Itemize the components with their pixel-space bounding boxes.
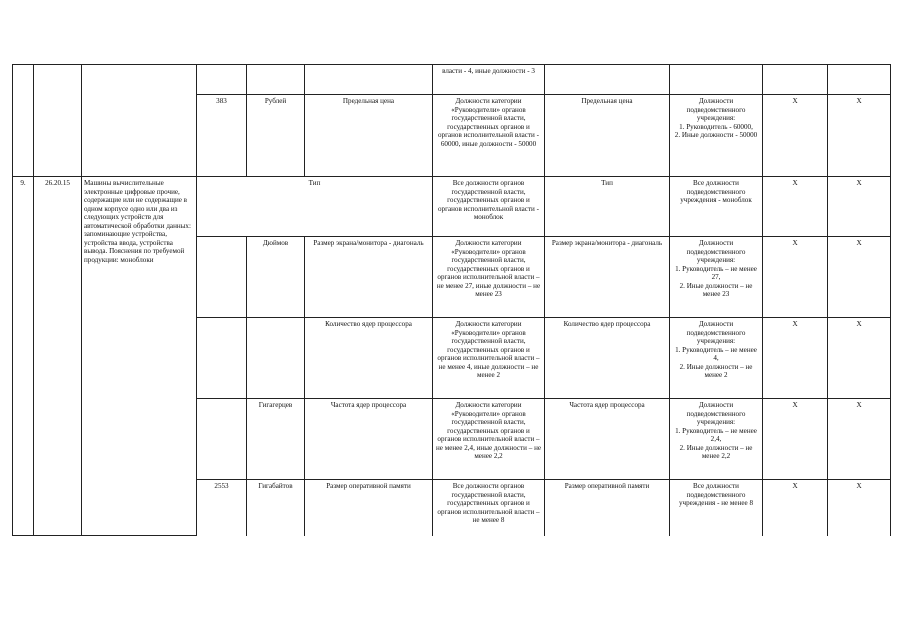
cell-param2 — [545, 65, 670, 95]
cell-param2: Количество ядер процессора — [545, 318, 670, 399]
cell-param2: Размер экрана/монитора - диагональ — [545, 237, 670, 318]
cell-param: Частота ядер процессора — [305, 399, 433, 480]
cell-param: Количество ядер процессора — [305, 318, 433, 399]
cell-x2 — [828, 65, 891, 95]
cell-x1: X — [763, 399, 828, 480]
cell-value2: Все должности подведомственного учреждения - не менее 8 — [670, 480, 763, 536]
cell-x1: X — [763, 480, 828, 536]
cell-code — [197, 237, 247, 318]
cell-unit: Дюймов — [247, 237, 305, 318]
cell-unit: Гигабайтов — [247, 480, 305, 536]
cell-value: Должности категории «Руководители» органов государственной власти, государственных органов и органов исполнительной власти – не менее 2,4, иные должности – не менее 2,2 — [433, 399, 545, 480]
cell-code: 2553 — [197, 480, 247, 536]
cell-param: Размер оперативной памяти — [305, 480, 433, 536]
cell-value: Все должности органов государственной власти, государственных органов и органов исполнительной власти – не менее 8 — [433, 480, 545, 536]
cell-value: Должности категории «Руководители» органов государственной власти, государственных органов и органов исполнительной власти - 60000, иные должности - 50000 — [433, 95, 545, 177]
cell-value2: Должности подведомственного учреждения: 1. Руководитель – не менее 27, 2. Иные должности – не менее 23 — [670, 237, 763, 318]
cell-value2: Все должности подведомственного учреждения - моноблок — [670, 177, 763, 237]
cell-value2: Должности подведомственного учреждения: 1. Руководитель - 60000, 2. Иные должности - 50000 — [670, 95, 763, 177]
cell-okpd — [34, 95, 82, 177]
cell-param2: Частота ядер процессора — [545, 399, 670, 480]
cell-x1 — [763, 65, 828, 95]
cell-param: Предельная цена — [305, 95, 433, 177]
cell-name — [82, 95, 197, 177]
cell-x1: X — [763, 237, 828, 318]
cell-name — [82, 65, 197, 95]
cell-x2: X — [828, 399, 891, 480]
cell-value2 — [670, 65, 763, 95]
cell-x2: X — [828, 480, 891, 536]
table-row — [13, 177, 891, 237]
cell-x2: X — [828, 237, 891, 318]
cell-x1: X — [763, 177, 828, 237]
requirements-table — [12, 64, 891, 536]
cell-param2: Размер оперативной памяти — [545, 480, 670, 536]
cell-code — [197, 65, 247, 95]
cell-name: Машины вычислительные электронные цифровые прочие, содержащие или не содержащие в одном корпусе одно или два из следующих устройств для автоматической обработки данных: запоминающие устройства, устройства ввода, устройства вывода. Пояснения по требуемой продукции: моноблоки — [82, 177, 197, 536]
cell-code — [197, 318, 247, 399]
cell-okpd: 26.20.15 — [34, 177, 82, 536]
cell-num — [13, 95, 34, 177]
cell-unit: Рублей — [247, 95, 305, 177]
cell-param2: Предельная цена — [545, 95, 670, 177]
cell-unit: Гигагерцев — [247, 399, 305, 480]
cell-param: Размер экрана/монитора - диагональ — [305, 237, 433, 318]
cell-param2: Тип — [545, 177, 670, 237]
cell-x1: X — [763, 95, 828, 177]
cell-num: 9. — [13, 177, 34, 536]
cell-param: Тип — [197, 177, 433, 237]
cell-param — [305, 65, 433, 95]
cell-unit — [247, 318, 305, 399]
cell-value2: Должности подведомственного учреждения: 1. Руководитель – не менее 2,4, 2. Иные должности – не менее 2,2 — [670, 399, 763, 480]
cell-okpd — [34, 65, 82, 95]
cell-num — [13, 65, 34, 95]
cell-code: 383 — [197, 95, 247, 177]
table-row — [13, 95, 891, 177]
cell-unit — [247, 65, 305, 95]
table-row — [13, 65, 891, 95]
cell-value2: Должности подведомственного учреждения: 1. Руководитель – не менее 4, 2. Иные должности – не менее 2 — [670, 318, 763, 399]
cell-value: Должности категории «Руководители» органов государственной власти, государственных органов и органов исполнительной власти – не менее 27, иные должности – не менее 23 — [433, 237, 545, 318]
cell-x2: X — [828, 95, 891, 177]
cell-code — [197, 399, 247, 480]
cell-x2: X — [828, 318, 891, 399]
cell-value: Все должности органов государственной власти, государственных органов и органов исполнительной власти - моноблок — [433, 177, 545, 237]
cell-value: власти - 4, иные должности - 3 — [433, 65, 545, 95]
cell-x2: X — [828, 177, 891, 237]
cell-x1: X — [763, 318, 828, 399]
cell-value: Должности категории «Руководители» органов государственной власти, государственных органов и органов исполнительной власти – не менее 4, иные должности – не менее 2 — [433, 318, 545, 399]
